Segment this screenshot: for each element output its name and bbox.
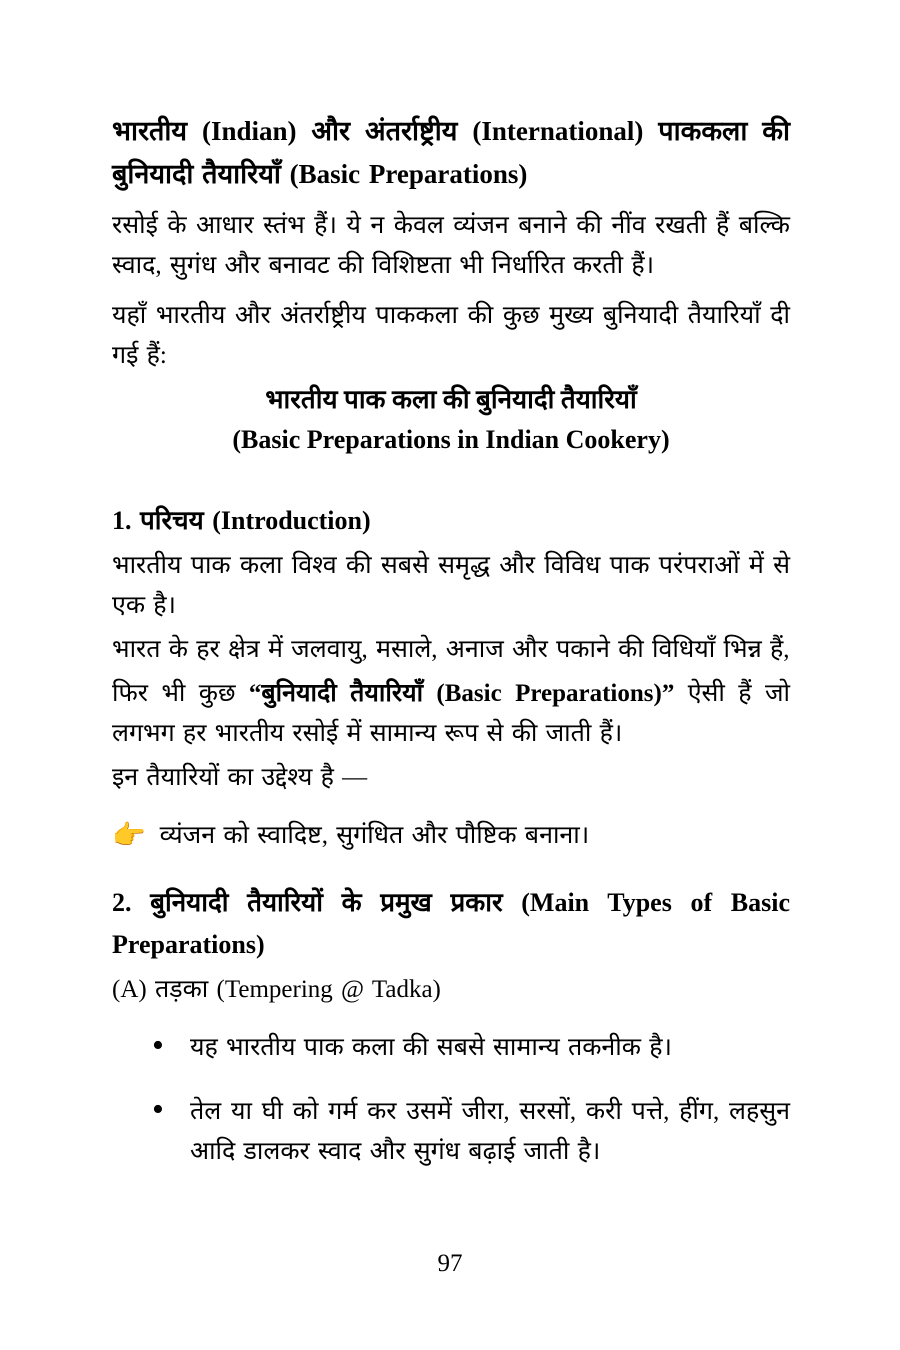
section-2-heading: 2. बुनियादी तैयारियों के प्रमुख प्रकार (Main Types of Basic Preparations) (112, 888, 790, 959)
paragraph-3-prefix: फिर भी कुछ (112, 680, 249, 707)
center-heading-line2: (Basic Preparations in Indian Cookery) (232, 425, 670, 454)
page-number: 97 (437, 1250, 463, 1277)
section-1-heading: 1. परिचय (Introduction) (112, 506, 371, 535)
list-item: • तेल या घी को गर्म कर उसमें जीरा, सरसों, करी पत्ते, हींग, लहसुन आदि डालकर स्वाद और सुगंध बढ़ाई जाती है। (112, 1092, 790, 1172)
tadka-bullet-list (112, 1028, 790, 1172)
intro-paragraph-2: यहाँ भारतीय और अंतर्राष्ट्रीय पाककला की कुछ मुख्य बुनियादी तैयारियाँ दी गई हैं: (112, 302, 790, 369)
section-1-paragraph-1: भारतीय पाक कला विश्व की सबसे समृद्ध और विविध पाक परंपराओं में से एक है। (112, 552, 790, 619)
intro-paragraph-1: रसोई के आधार स्तंभ हैं। ये न केवल व्यंजन बनाने की नींव रखती हैं बल्कि स्वाद, सुगंध और बनावट की विशिष्टता भी निर्धारित करती हैं। (112, 212, 790, 279)
pointer-list-item (112, 816, 790, 856)
paragraph-3-bold-phrase: “बुनियादी तैयारियाँ (Basic Preparations)” (248, 680, 675, 707)
paragraph-3-suffix: ऐसी हैं जो लगभग हर भारतीय रसोई में सामान्य रूप से की जाती हैं। (112, 680, 790, 747)
section-1-paragraph-2: भारत के हर क्षेत्र में जलवायु, मसाले, अनाज और पकाने की विधियाँ भिन्न हैं, (112, 636, 790, 663)
section-1-paragraph-4: इन तैयारियों का उद्देश्य है — (112, 764, 368, 791)
section-1-paragraph-3 (112, 674, 790, 754)
pointing-right-icon: 👉 (112, 820, 146, 851)
page-title: भारतीय (Indian) और अंतर्राष्ट्रीय (International) पाककला की बुनियादी तैयारियाँ (Basic Preparations) (112, 116, 790, 189)
list-item: • यह भारतीय पाक कला की सबसे सामान्य तकनीक है। (112, 1028, 790, 1068)
page-content (112, 110, 790, 1172)
center-heading (112, 380, 790, 460)
pointer-item-text: व्यंजन को स्वादिष्ट, सुगंधित और पौष्टिक बनाना। (159, 822, 590, 849)
subsection-a-label: (A) तड़का (Tempering @ Tadka) (112, 976, 441, 1003)
center-heading-line1: भारतीय पाक कला की बुनियादी तैयारियाँ (265, 385, 637, 414)
